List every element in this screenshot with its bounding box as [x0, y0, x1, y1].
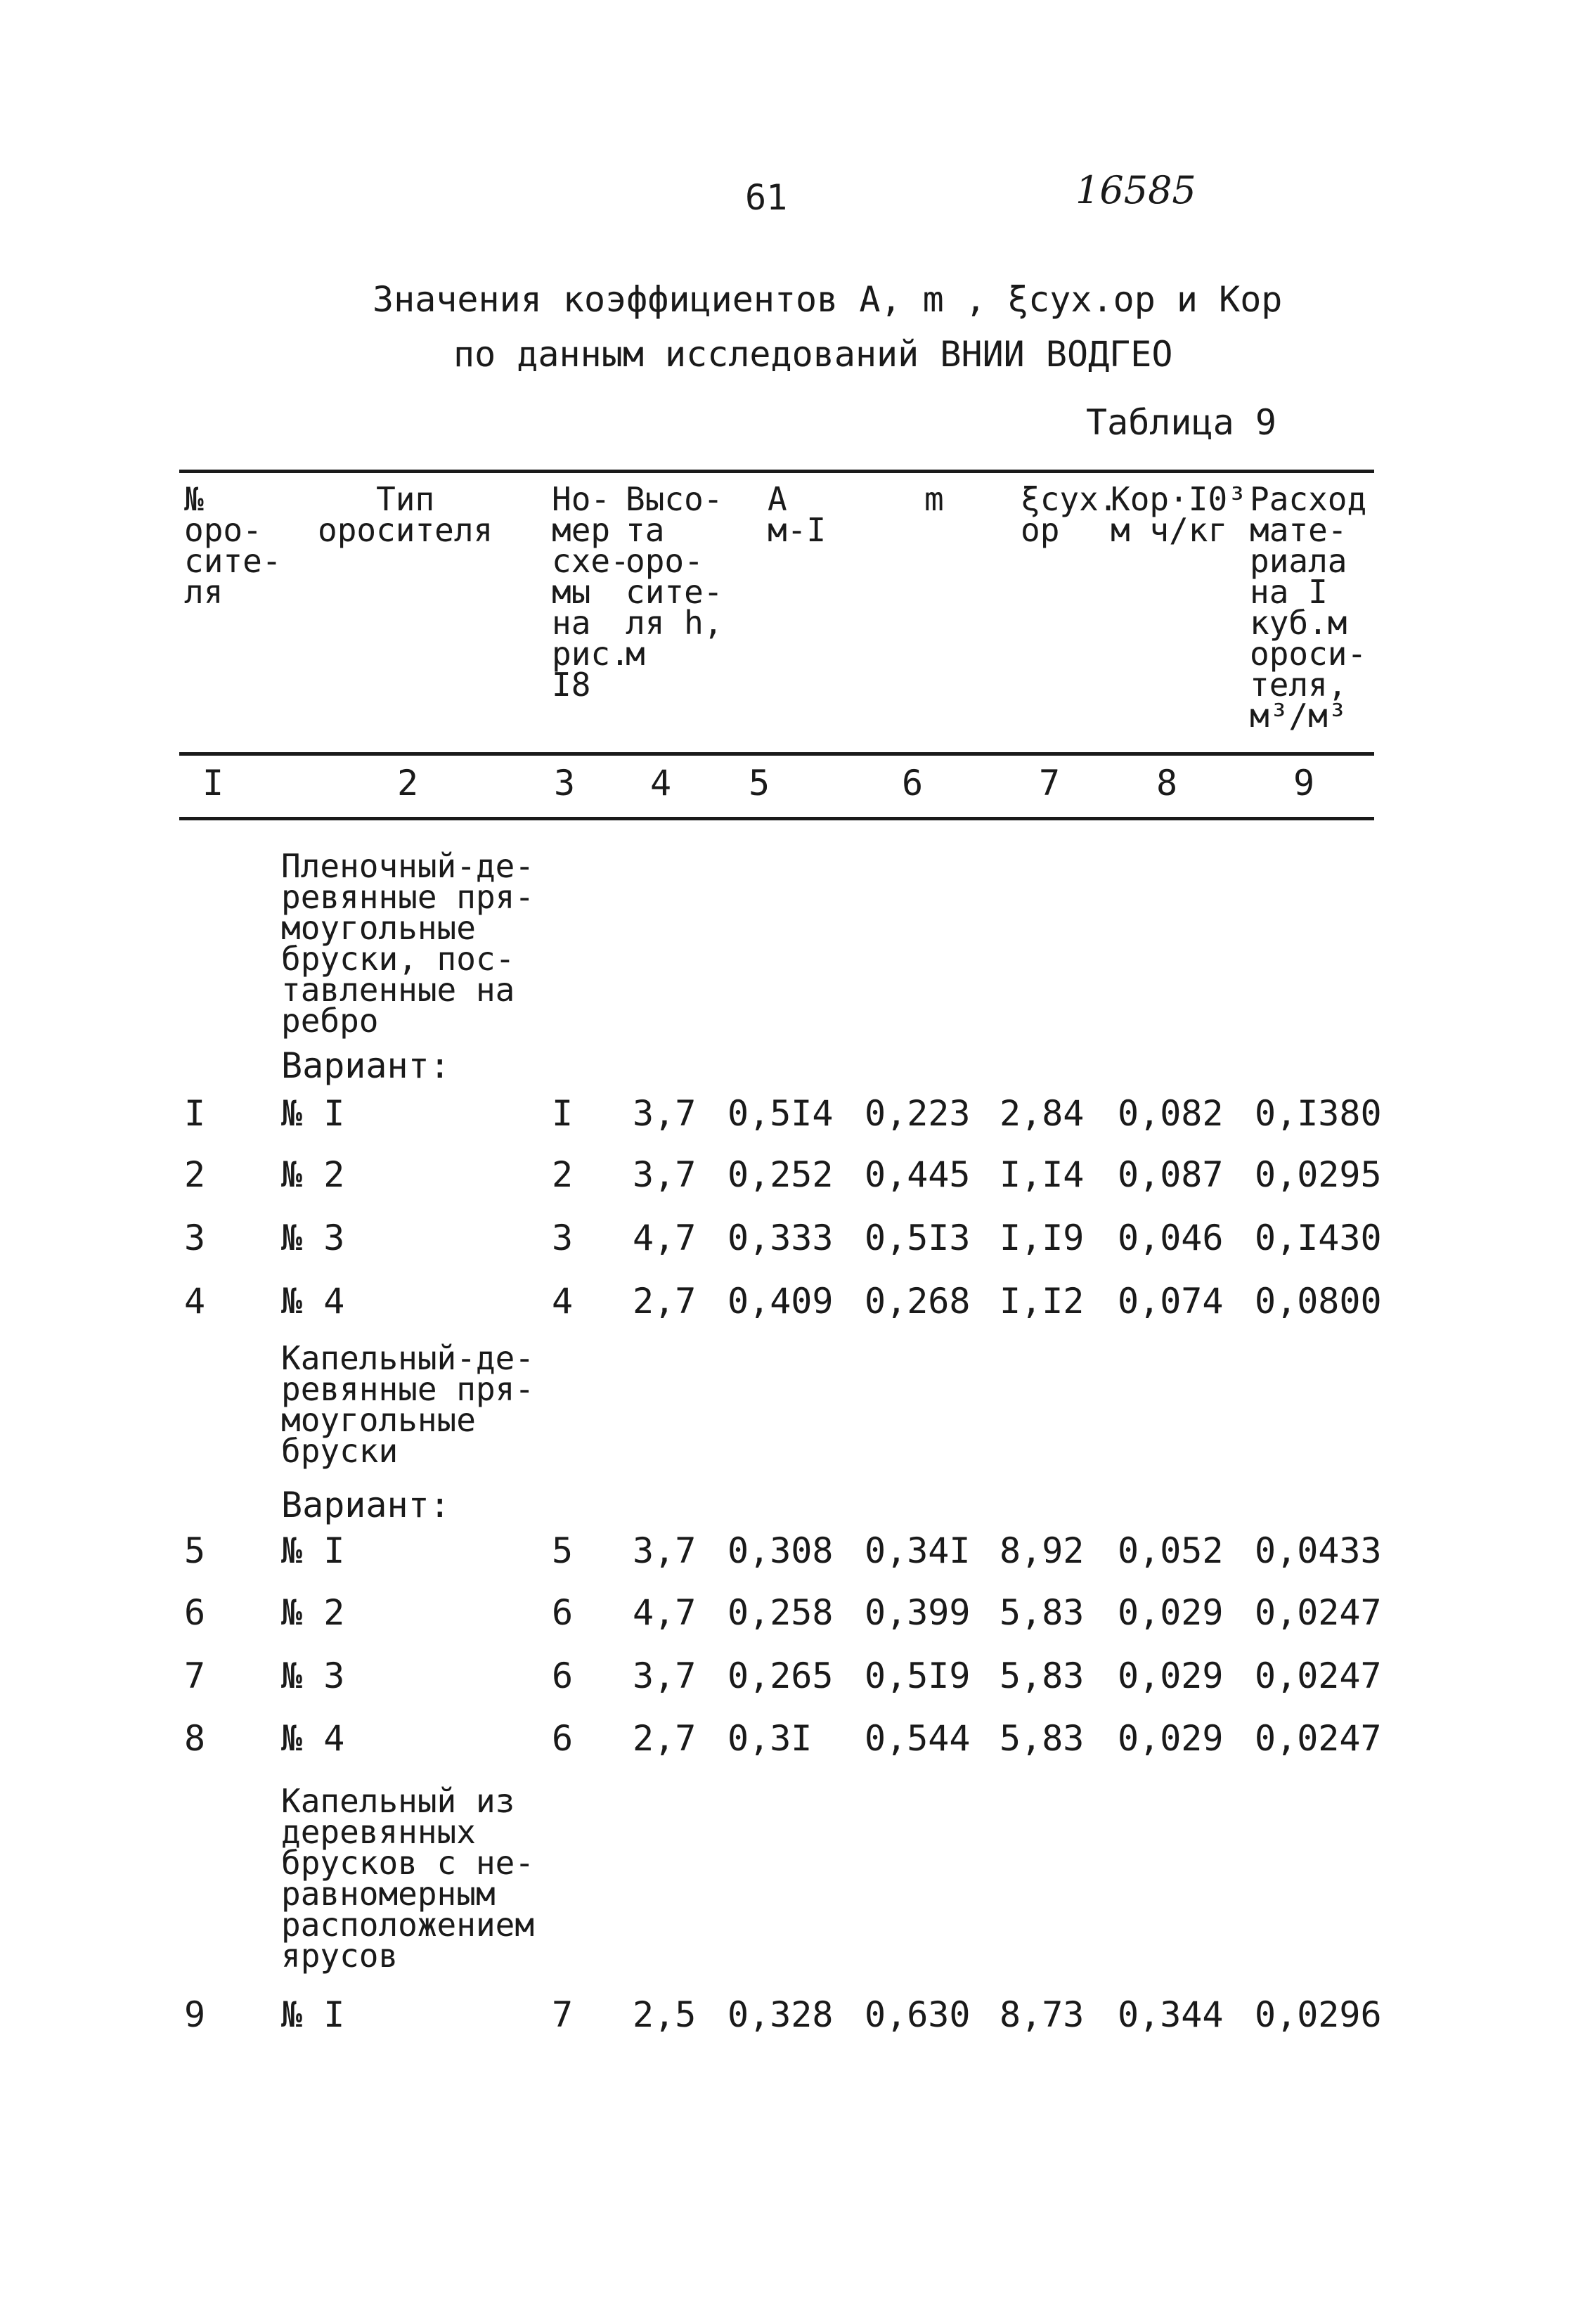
row-3-col-5: 0,333 — [727, 1218, 834, 1258]
row-5-col-1: 5 — [184, 1530, 206, 1571]
header-col-1: № оро- сите- ля — [184, 480, 282, 611]
row-7-col-6: 0,5I9 — [865, 1655, 971, 1696]
row-4-col-4: 2,7 — [633, 1281, 697, 1322]
row-6-col-9: 0,0247 — [1255, 1592, 1382, 1633]
row-1-col-9: 0,I380 — [1255, 1093, 1382, 1134]
header-col-2: Тип оросителя — [318, 480, 493, 549]
row-4-col-5: 0,409 — [727, 1281, 834, 1322]
row-8-col-1: 8 — [184, 1718, 206, 1759]
header-col-4: Высо- та оро- сите- ля h, м — [626, 480, 723, 673]
row-9-col-3: 7 — [552, 1994, 574, 2035]
row-7-col-1: 7 — [184, 1655, 206, 1696]
row-2-col-2: № 2 — [281, 1154, 345, 1195]
row-3-col-1: 3 — [184, 1218, 206, 1258]
row-2-col-7: I,I4 — [1000, 1154, 1085, 1195]
col-number-2: 2 — [397, 763, 419, 803]
row-2-col-6: 0,445 — [865, 1154, 971, 1195]
row-8-col-6: 0,544 — [865, 1718, 971, 1759]
row-1-col-6: 0,223 — [865, 1093, 971, 1134]
row-2-col-3: 2 — [552, 1154, 574, 1195]
row-7-col-3: 6 — [552, 1655, 574, 1696]
row-4-col-7: I,I2 — [1000, 1281, 1085, 1322]
page-number: 61 — [745, 177, 788, 218]
row-7-col-2: № 3 — [281, 1655, 345, 1696]
group-2-title: Капельный-де- ревянные пря- моугольные бруски — [281, 1339, 535, 1470]
row-5-col-5: 0,308 — [727, 1530, 834, 1571]
row-6-col-3: 6 — [552, 1592, 574, 1633]
row-3-col-3: 3 — [552, 1218, 574, 1258]
row-6-col-8: 0,029 — [1118, 1592, 1224, 1633]
group-2-variant-label: Вариант: — [281, 1485, 451, 1525]
group-3-title: Капельный из деревянных брусков с не- равномерным расположением ярусов — [281, 1782, 535, 1975]
row-1-col-8: 0,082 — [1118, 1093, 1224, 1134]
row-6-col-4: 4,7 — [633, 1592, 697, 1633]
group-1-title: Пленочный-де- ревянные пря- моугольные бруски, пос- тавленные на ребро — [281, 847, 535, 1040]
row-7-col-8: 0,029 — [1118, 1655, 1224, 1696]
col-number-3: 3 — [554, 763, 576, 803]
title-line-1: Значения коэффициентов A, m , ξсух.ор и Kор — [373, 279, 1283, 320]
row-2-col-8: 0,087 — [1118, 1154, 1224, 1195]
row-3-col-7: I,I9 — [1000, 1218, 1085, 1258]
header-col-6: m — [924, 480, 944, 518]
row-6-col-7: 5,83 — [1000, 1592, 1085, 1633]
col-number-9: 9 — [1293, 763, 1315, 803]
col-number-7: 7 — [1039, 763, 1061, 803]
row-4-col-6: 0,268 — [865, 1281, 971, 1322]
row-8-col-8: 0,029 — [1118, 1718, 1224, 1759]
row-8-col-3: 6 — [552, 1718, 574, 1759]
row-5-col-2: № I — [281, 1530, 345, 1571]
row-6-col-2: № 2 — [281, 1592, 345, 1633]
row-2-col-1: 2 — [184, 1154, 206, 1195]
row-7-col-4: 3,7 — [633, 1655, 697, 1696]
header-col-8: Kор·I0³ м ч/кг — [1111, 480, 1247, 549]
row-2-col-5: 0,252 — [727, 1154, 834, 1195]
column-number-rule — [179, 817, 1374, 820]
row-2-col-4: 3,7 — [633, 1154, 697, 1195]
row-4-col-3: 4 — [552, 1281, 574, 1322]
row-9-col-4: 2,5 — [633, 1994, 697, 2035]
row-9-col-6: 0,630 — [865, 1994, 971, 2035]
row-8-col-7: 5,83 — [1000, 1718, 1085, 1759]
row-4-col-1: 4 — [184, 1281, 206, 1322]
row-9-col-1: 9 — [184, 1994, 206, 2035]
row-4-col-9: 0,0800 — [1255, 1281, 1382, 1322]
row-8-col-5: 0,3I — [727, 1718, 813, 1759]
table-label: Таблица 9 — [1086, 402, 1276, 443]
col-number-8: 8 — [1156, 763, 1178, 803]
row-7-col-5: 0,265 — [727, 1655, 834, 1696]
row-9-col-2: № I — [281, 1994, 345, 2035]
row-8-col-4: 2,7 — [633, 1718, 697, 1759]
row-6-col-5: 0,258 — [727, 1592, 834, 1633]
col-number-1: I — [202, 763, 224, 803]
row-7-col-7: 5,83 — [1000, 1655, 1085, 1696]
row-4-col-8: 0,074 — [1118, 1281, 1224, 1322]
row-6-col-6: 0,399 — [865, 1592, 971, 1633]
row-9-col-7: 8,73 — [1000, 1994, 1085, 2035]
row-4-col-2: № 4 — [281, 1281, 345, 1322]
row-3-col-2: № 3 — [281, 1218, 345, 1258]
row-6-col-1: 6 — [184, 1592, 206, 1633]
header-col-7: ξсух. ор — [1021, 480, 1118, 549]
row-3-col-6: 0,5I3 — [865, 1218, 971, 1258]
row-9-col-8: 0,344 — [1118, 1994, 1224, 2035]
col-number-6: 6 — [902, 763, 924, 803]
row-8-col-2: № 4 — [281, 1718, 345, 1759]
row-1-col-1: I — [184, 1093, 206, 1134]
row-5-col-8: 0,052 — [1118, 1530, 1224, 1571]
row-1-col-3: I — [552, 1093, 574, 1134]
header-col-3: Но- мер схе- мы на рис. I8 — [552, 480, 630, 704]
row-5-col-3: 5 — [552, 1530, 574, 1571]
header-bottom-rule — [179, 752, 1374, 756]
row-1-col-5: 0,5I4 — [727, 1093, 834, 1134]
row-3-col-4: 4,7 — [633, 1218, 697, 1258]
row-7-col-9: 0,0247 — [1255, 1655, 1382, 1696]
row-1-col-4: 3,7 — [633, 1093, 697, 1134]
table-top-rule — [179, 470, 1374, 473]
row-5-col-9: 0,0433 — [1255, 1530, 1382, 1571]
row-8-col-9: 0,0247 — [1255, 1718, 1382, 1759]
col-number-4: 4 — [650, 763, 672, 803]
row-3-col-9: 0,I430 — [1255, 1218, 1382, 1258]
row-5-col-4: 3,7 — [633, 1530, 697, 1571]
col-number-5: 5 — [749, 763, 770, 803]
row-1-col-7: 2,84 — [1000, 1093, 1085, 1134]
row-3-col-8: 0,046 — [1118, 1218, 1224, 1258]
row-2-col-9: 0,0295 — [1255, 1154, 1382, 1195]
row-5-col-6: 0,34I — [865, 1530, 971, 1571]
row-9-col-5: 0,328 — [727, 1994, 834, 2035]
row-5-col-7: 8,92 — [1000, 1530, 1085, 1571]
group-1-variant-label: Вариант: — [281, 1045, 451, 1086]
header-col-9: Расход мате- риала на I куб.м ороси- теля, м³/м³ — [1250, 480, 1367, 735]
row-1-col-2: № I — [281, 1093, 345, 1134]
title-line-2: по данным исследований ВНИИ ВОДГЕО — [453, 334, 1173, 375]
row-9-col-9: 0,0296 — [1255, 1994, 1382, 2035]
handwritten-number: 16585 — [1075, 168, 1196, 212]
header-col-5: A м-I — [768, 480, 827, 549]
